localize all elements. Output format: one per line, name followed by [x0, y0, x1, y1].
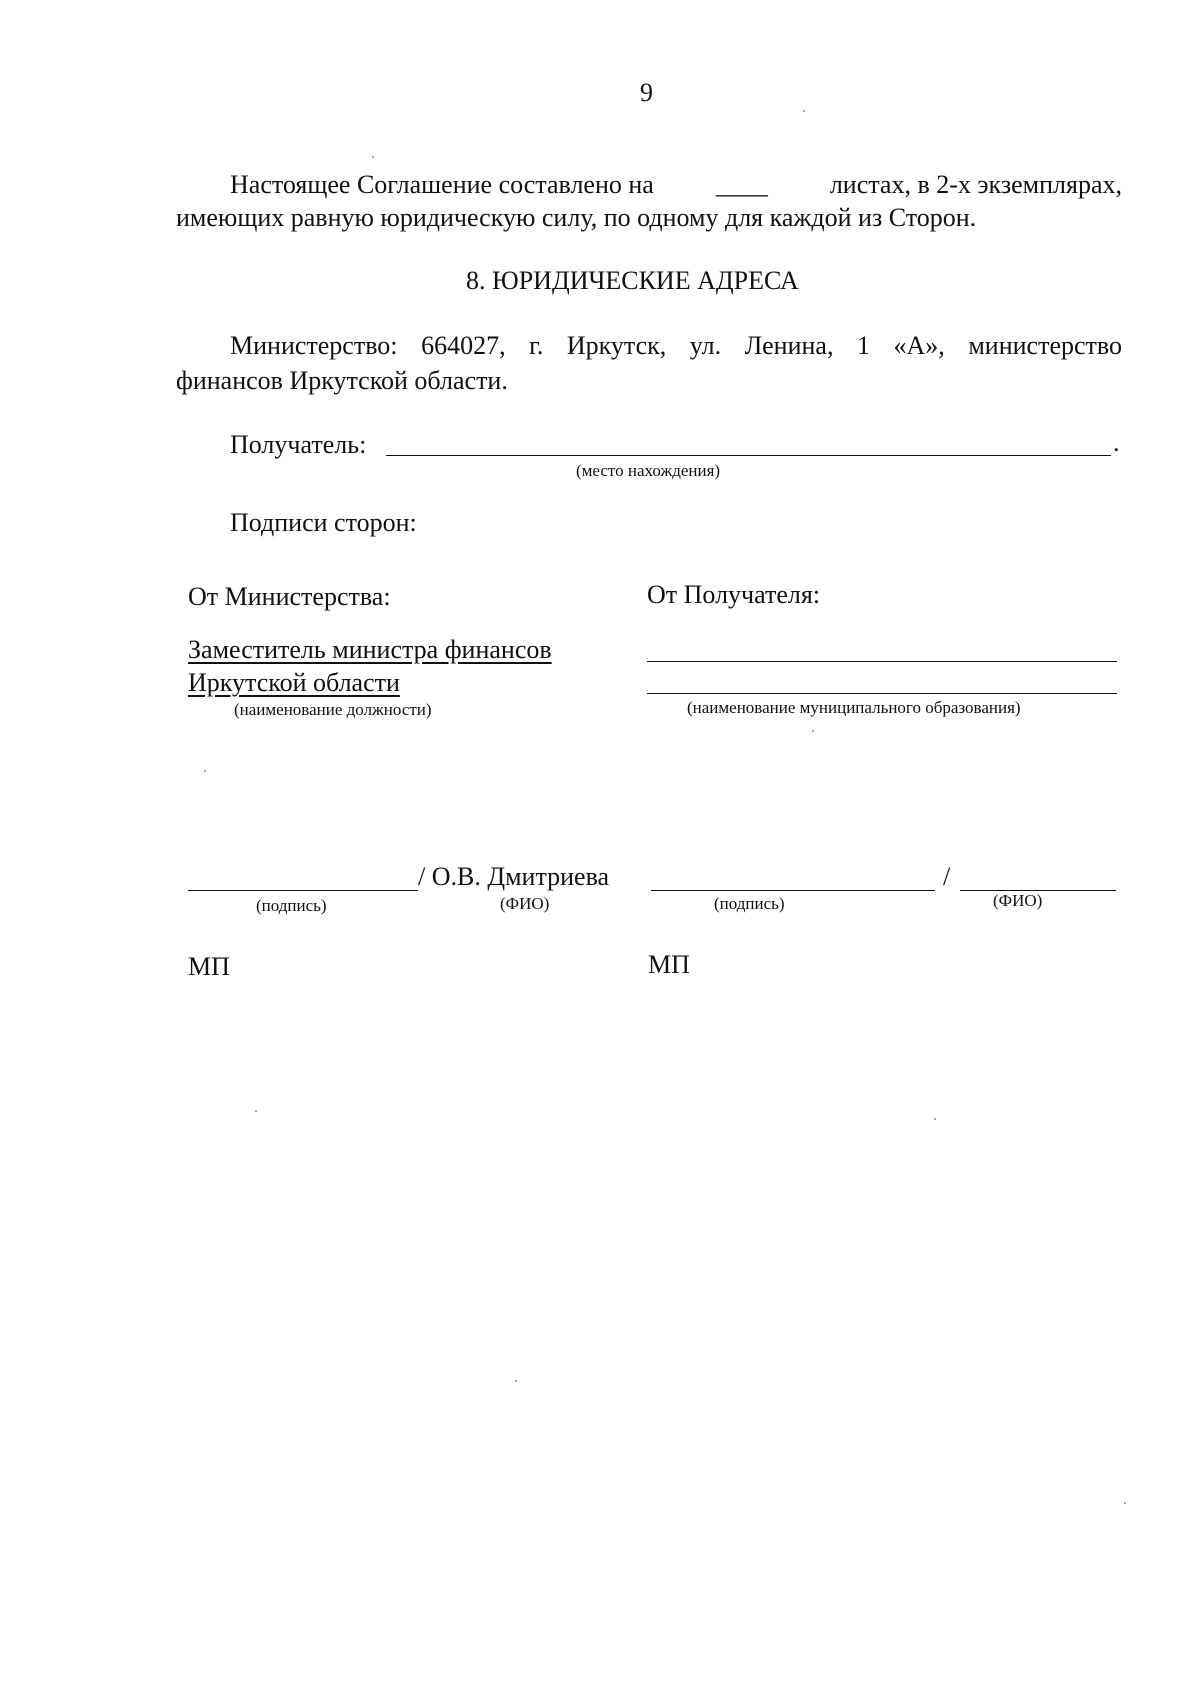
intro-line-1: [230, 170, 1122, 200]
left-party-heading: От Министерства:: [188, 582, 391, 611]
recipient-end-dot: .: [1113, 428, 1120, 457]
recipient-address-line[interactable]: [386, 455, 1111, 456]
right-fio-caption: (ФИО): [993, 891, 1043, 910]
ministry-address-line-1: Министерство: 664027, г. Иркутск, ул. Ленина, 1 «А», министерство: [230, 331, 1122, 360]
scan-speck: [372, 156, 374, 158]
left-signature-caption: (подпись): [256, 896, 327, 915]
left-signer-name: / О.В. Дмитриева: [418, 862, 610, 891]
page-number: 9: [640, 78, 653, 107]
signatures-label: Подписи сторон:: [230, 508, 417, 537]
scan-speck: [803, 110, 805, 112]
scan-speck: [934, 1118, 936, 1120]
intro-text-after: листах, в 2-х экземплярах,: [829, 170, 1122, 199]
left-position-line-1: Заместитель министра финансов: [188, 635, 552, 664]
left-stamp-label: МП: [188, 952, 230, 981]
section-title: 8. ЮРИДИЧЕСКИЕ АДРЕСА: [466, 266, 799, 295]
right-municipality-line-2[interactable]: [647, 693, 1117, 694]
right-municipality-line-1[interactable]: [647, 661, 1117, 662]
right-stamp-label: МП: [648, 950, 690, 979]
intro-text-before: Настоящее Соглашение составлено на: [230, 170, 654, 199]
scan-speck: [515, 1380, 517, 1382]
right-municipality-caption: (наименование муниципального образования): [687, 698, 1021, 717]
left-position-line-2: Иркутской области: [188, 668, 400, 697]
right-slash: /: [943, 862, 951, 891]
intro-line-2: имеющих равную юридическую силу, по одному для каждой из Сторон.: [176, 203, 977, 232]
left-position-caption: (наименование должности): [234, 700, 432, 719]
scan-speck: [812, 730, 814, 732]
scan-speck: [204, 770, 206, 772]
left-signature-line[interactable]: [188, 890, 418, 891]
recipient-caption: (место нахождения): [576, 461, 721, 480]
recipient-label: Получатель:: [230, 430, 367, 459]
scan-speck: [1124, 1502, 1126, 1504]
intro-blank: ____: [715, 170, 768, 199]
scan-speck: [255, 1110, 257, 1112]
right-signature-caption: (подпись): [714, 894, 785, 913]
right-signature-line[interactable]: [651, 890, 935, 891]
ministry-address-line-2: финансов Иркутской области.: [176, 366, 508, 395]
left-fio-caption: (ФИО): [500, 894, 550, 913]
right-party-heading: От Получателя:: [647, 580, 821, 609]
